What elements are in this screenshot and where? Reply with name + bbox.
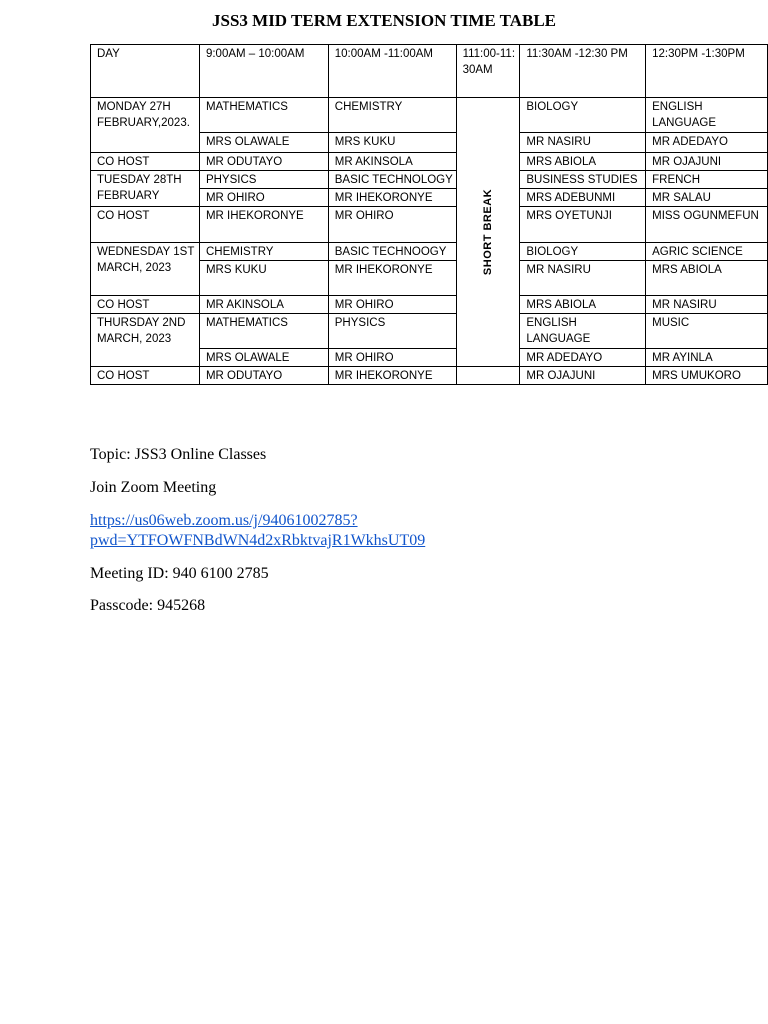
meeting-info bbox=[90, 445, 425, 616]
table-cell: MR IHEKORONYE bbox=[199, 207, 328, 243]
table-cell: MR IHEKORONYE bbox=[328, 367, 456, 385]
header-break: 111:00-11:30AM bbox=[456, 45, 520, 98]
table-cell: MR OHIRO bbox=[199, 189, 328, 207]
day-cell bbox=[91, 98, 200, 153]
table-cell: CHEMISTRY bbox=[328, 98, 456, 133]
table-cell: MR AKINSOLA bbox=[199, 296, 328, 314]
zoom-link-line-2: pwd=YTFOWFNBdWN4d2xRbktvajR1WkhsUT09 bbox=[90, 532, 426, 549]
table-cell: MR OJAJUNI bbox=[646, 153, 768, 171]
table-cell: MRS OLAWALE bbox=[199, 349, 328, 367]
table-row bbox=[91, 243, 768, 261]
table-row bbox=[91, 296, 768, 314]
table-cell: BASIC TECHNOLOGY bbox=[328, 171, 456, 189]
table-cell: MATHEMATICS bbox=[199, 98, 328, 133]
table-cell: ENGLISH LANGUAGE bbox=[646, 98, 768, 133]
table-cell: MRS ABIOLA bbox=[646, 261, 768, 296]
day-label: MONDAY 27H FEBRUARY,2023. bbox=[97, 101, 190, 129]
table-cell: MRS ABIOLA bbox=[520, 153, 646, 171]
header-slot-1: 9:00AM – 10:00AM bbox=[199, 45, 328, 98]
table-header-row bbox=[91, 45, 768, 98]
table-cell: MATHEMATICS bbox=[199, 314, 328, 349]
table-cell: MR ADEDAYO bbox=[646, 133, 768, 153]
header-slot-5: 12:30PM -1:30PM bbox=[646, 45, 768, 98]
table-cell: MR ODUTAYO bbox=[199, 153, 328, 171]
day-label: THURSDAY 2ND MARCH, 2023 bbox=[97, 317, 186, 345]
header-day: DAY bbox=[91, 45, 200, 98]
table-cell: MISS OGUNMEFUN bbox=[646, 207, 768, 243]
table-cell: MR ADEDAYO bbox=[520, 349, 646, 367]
table-cell: MRS OLAWALE bbox=[199, 133, 328, 153]
table-cell: MR SALAU bbox=[646, 189, 768, 207]
day-label: WEDNESDAY 1ST MARCH, 2023 bbox=[97, 246, 195, 274]
table-cell: MR AKINSOLA bbox=[328, 153, 456, 171]
table-row bbox=[91, 367, 768, 385]
table-cell: MR NASIRU bbox=[646, 296, 768, 314]
table-row bbox=[91, 171, 768, 189]
table-cell: BASIC TECHNOOGY bbox=[328, 243, 456, 261]
table-cell: AGRIC SCIENCE bbox=[646, 243, 768, 261]
table-cell: CHEMISTRY bbox=[199, 243, 328, 261]
day-cell: CO HOST bbox=[91, 296, 200, 314]
table-cell: MR IHEKORONYE bbox=[328, 189, 456, 207]
table-cell: MR ODUTAYO bbox=[199, 367, 328, 385]
table-cell: MRS OYETUNJI bbox=[520, 207, 646, 243]
day-cell bbox=[91, 243, 200, 296]
day-cell: CO HOST bbox=[91, 153, 200, 171]
table-row bbox=[91, 207, 768, 243]
table-row bbox=[91, 98, 768, 133]
table-cell: MRS ABIOLA bbox=[520, 296, 646, 314]
table-row bbox=[91, 314, 768, 349]
header-slot-2: 10:00AM -11:00AM bbox=[328, 45, 456, 98]
passcode-text: Passcode: 945268 bbox=[90, 597, 206, 614]
page-title: JSS3 MID TERM EXTENSION TIME TABLE bbox=[211, 11, 557, 30]
join-zoom-text: Join Zoom Meeting bbox=[90, 479, 217, 496]
header-slot-4: 11:30AM -12:30 PM bbox=[520, 45, 646, 98]
table-cell: MR OJAJUNI bbox=[520, 367, 646, 385]
table-cell: MUSIC bbox=[646, 314, 768, 349]
table-cell: FRENCH bbox=[646, 171, 768, 189]
table-cell: MRS KUKU bbox=[328, 133, 456, 153]
table-row bbox=[91, 153, 768, 171]
table-cell: MR OHIRO bbox=[328, 296, 456, 314]
table-cell: MRS ADEBUNMI bbox=[520, 189, 646, 207]
day-cell: CO HOST bbox=[91, 207, 200, 243]
table-cell: MR NASIRU bbox=[520, 133, 646, 153]
day-cell bbox=[91, 314, 200, 367]
table-cell: MR AYINLA bbox=[646, 349, 768, 367]
zoom-link-line-1: https://us06web.zoom.us/j/94061002785? bbox=[90, 512, 358, 529]
table-cell: MRS KUKU bbox=[199, 261, 328, 296]
day-label: TUESDAY 28TH FEBRUARY bbox=[97, 174, 182, 202]
day-cell bbox=[91, 171, 200, 207]
timetable bbox=[90, 44, 768, 385]
table-cell: BUSINESS STUDIES bbox=[520, 171, 646, 189]
table-cell: PHYSICS bbox=[328, 314, 456, 349]
zoom-link[interactable] bbox=[90, 511, 425, 551]
table-cell: MR NASIRU bbox=[520, 261, 646, 296]
table-cell: MR IHEKORONYE bbox=[328, 261, 456, 296]
meeting-id-text: Meeting ID: 940 6100 2785 bbox=[90, 565, 269, 582]
table-cell: MRS UMUKORO bbox=[646, 367, 768, 385]
short-break-cell bbox=[456, 98, 520, 367]
topic-text: Topic: JSS3 Online Classes bbox=[90, 446, 267, 463]
table-cell: MR OHIRO bbox=[328, 349, 456, 367]
table-cell: BIOLOGY bbox=[520, 98, 646, 133]
table-cell: ENGLISH LANGUAGE bbox=[520, 314, 646, 349]
table-cell: BIOLOGY bbox=[520, 243, 646, 261]
table-cell: PHYSICS bbox=[199, 171, 328, 189]
short-break-label: SHORT BREAK bbox=[481, 188, 494, 276]
empty-break-cell bbox=[456, 367, 520, 385]
day-cell: CO HOST bbox=[91, 367, 200, 385]
table-cell: MR OHIRO bbox=[328, 207, 456, 243]
